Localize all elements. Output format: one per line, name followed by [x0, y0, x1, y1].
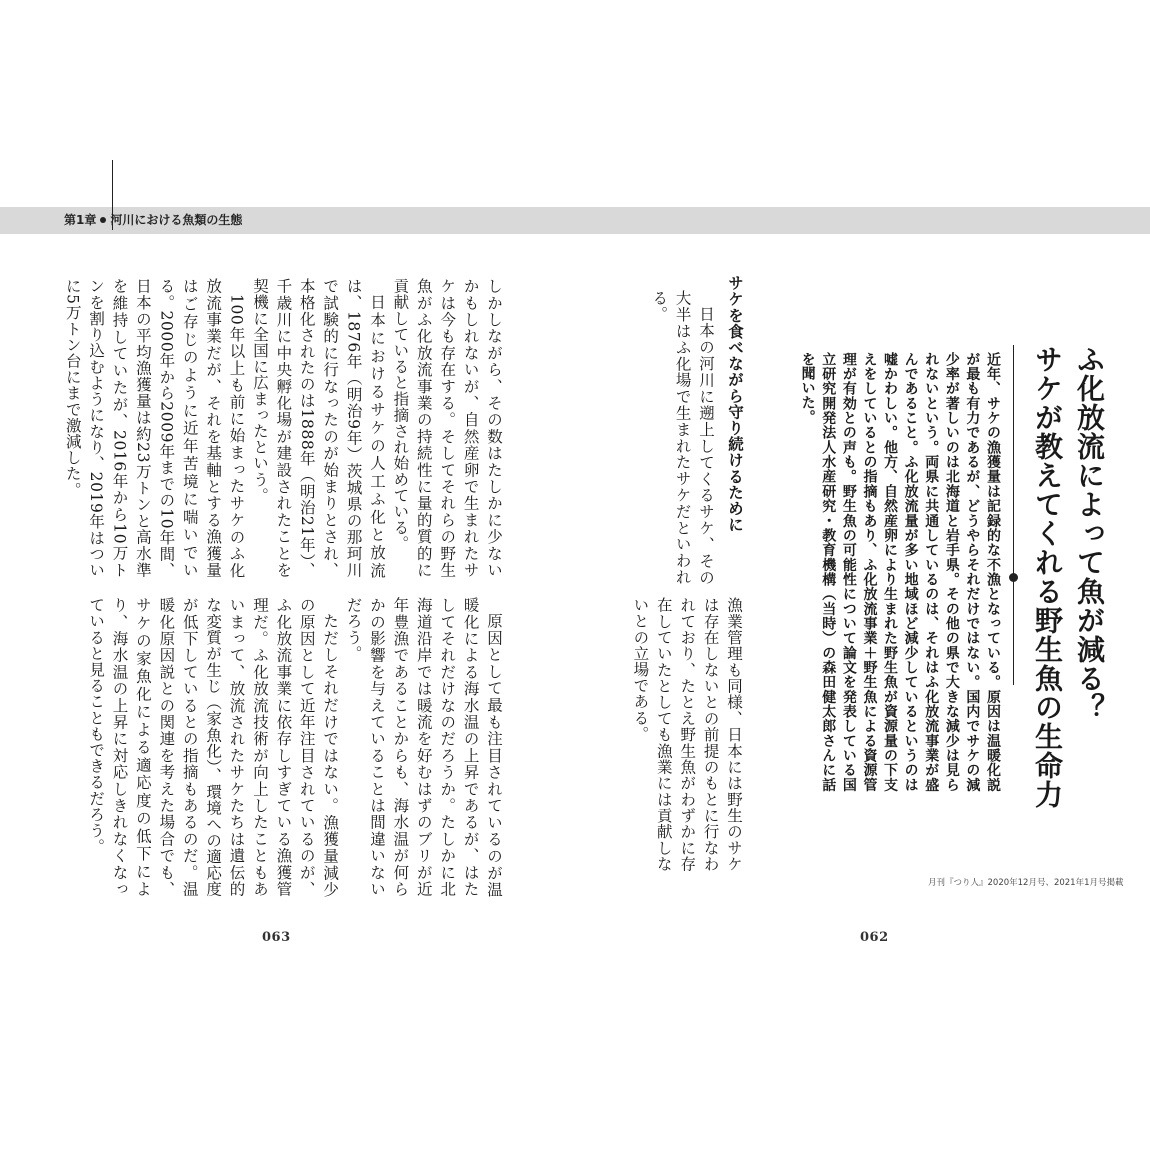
- article-title-line-1: ふ化放流によって魚が減る？: [1073, 345, 1106, 722]
- paragraph: 日本の河川に遡上してくるサケ、その大半はふ化場で生まれたサケだといわれる。: [650, 290, 715, 585]
- paragraph: 100年以上も前に始まったサケのふ化放流事業だが、それを基軸とする漁獲量はご存じのように近年苦境に喘いでいる。2000年から2009年までの10年間、日本の平均漁獲量は約23万トンと高水準を維持していたが、2016年から10万トンを割り込むようになり、2019年はついに5万トン台にまで激減した。: [63, 278, 246, 578]
- section-subhead: サケを食べながら守り続けるために: [726, 275, 744, 533]
- paragraph: 漁業管理も同様、日本には野生のサケは存在しないとの前提のもとに行なわれており、たとえ野生魚がわずかに存在していたとしても漁業には貢献しないとの立場である。: [631, 597, 743, 872]
- left-body-top: [58, 278, 505, 578]
- paragraph: しかしながら、その数はたしかに少ないかもしれないが、自然産卵で生まれたサケは今も存在する。そしてそれらの野生魚がふ化放流事業の持続性に量的質的に貢献していると指摘され始めている。: [391, 278, 503, 578]
- publication-credit: 月刊『つり人』2020年12月号、2021年1月号掲載: [928, 878, 1124, 888]
- bullet-dot-icon: [100, 217, 106, 223]
- page-number-left: 063: [262, 930, 291, 945]
- article-title: [1010, 345, 1110, 809]
- right-body-bottom: [631, 597, 745, 872]
- paragraph: ただしそれだけではない。漁獲量減少の原因として近年注目されているのが、ふ化放流事業に依存しすぎている漁獲管理だ。ふ化放流技術が向上したこともあいまって、放流されたサケたちは遺伝的な変質が生じ（家魚化）、環境への適応度が低下しているとの指摘もあるのだ。温暖化原因説との関連を考えた場合でも、サケの家魚化による適応度の低下により、海水温の上昇に対応しきれなくなっていると見ることもできるだろう。: [87, 597, 340, 897]
- chapter-number: 第1章: [64, 213, 97, 227]
- chapter-section-title: 河川における魚類の生態: [110, 213, 243, 227]
- article-title-line-2: サケが教えてくれる野生魚の生命力: [1031, 345, 1064, 809]
- article-lead: [785, 352, 1003, 792]
- page-number-right: 062: [860, 930, 889, 945]
- right-body-top: [645, 290, 717, 585]
- lead-text: 近年、サケの漁獲量は記録的な不漁となっている。原因は温暖化説が最も有力であるが、どうやらそれだけではない。国内でサケの減少率が著しいのは北海道と岩手県。その他の県で大きな減少は見られないという。両県に共通しているのは、それはふ化放流事業が盛んであること。ふ化放流量が多い地域ほど減少しているというのは嘘かわしい。他方、自然産卵により生まれた野生魚が資源量の下支えをしているとの指摘もあり、ふ化放流事業＋野生魚による資源管理が有効との声も。野生魚の可能性について論文を発表している国立研究開発法人水産研究・教育機構（当時）の森田健太郎さんに話を聞いた。: [799, 352, 1001, 792]
- left-body-bottom: [58, 597, 505, 897]
- paragraph: 原因として最も注目されているのが温暖化による海水温の上昇であるが、はたしてそれだけなのだろうか。たしかに北海道沿岸では暖流を好むはずのブリが近年豊漁であることからも、海水温が何らかの影響を与えていることは間違いないだろう。: [344, 597, 503, 897]
- running-header: [64, 211, 242, 228]
- paragraph: 日本におけるサケの人工ふ化と放流は、1876年（明治9年）茨城県の那珂川で試験的に行なったのが始まりとされ、本格化されたのは1888年（明治21年）、千歳川に中央孵化場が建設されたことを契機に全国に広まったという。: [250, 278, 386, 578]
